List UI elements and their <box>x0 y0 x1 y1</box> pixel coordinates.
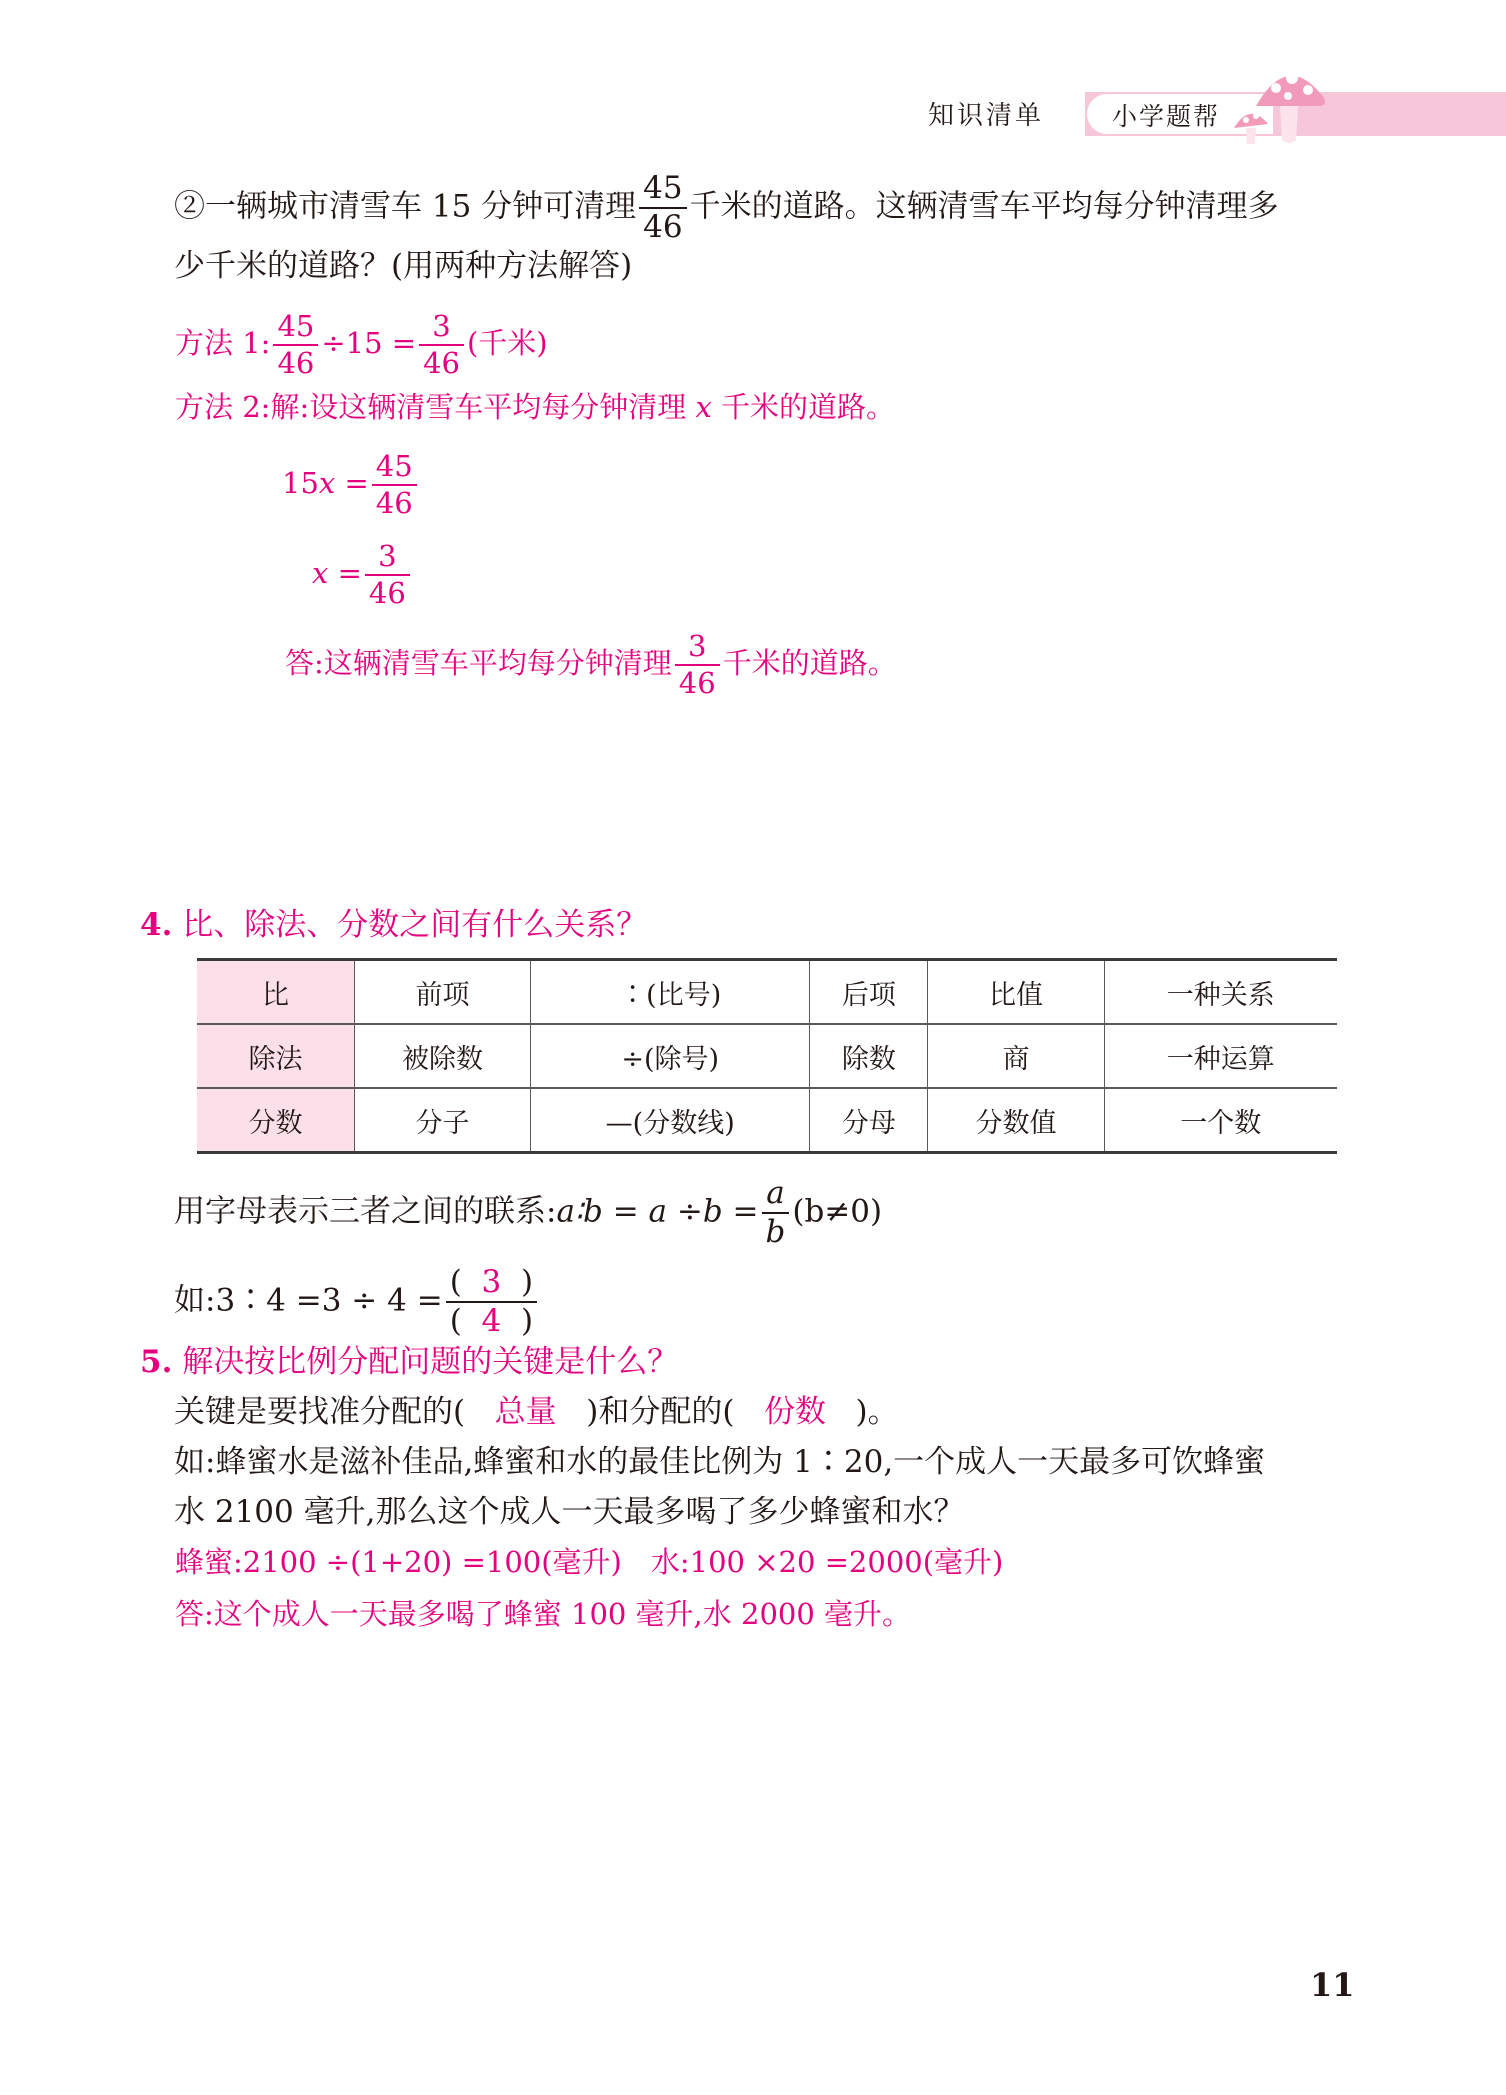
fraction-numerator: a <box>762 1178 790 1214</box>
method-2-variable: x <box>695 390 712 424</box>
equation-equals: = <box>335 466 369 500</box>
fraction-numerator: 45 <box>372 452 417 486</box>
problem-line-2: 少千米的道路？(用两种方法解答) <box>174 248 633 284</box>
equation-1 <box>282 449 420 520</box>
key-fill-total: 总量 <box>494 1394 557 1430</box>
table-cell: 前项 <box>355 960 531 1025</box>
paren-open: ( <box>449 1264 462 1300</box>
example-denominator <box>446 1303 537 1337</box>
table-cell: ÷(除号) <box>531 1024 810 1088</box>
formula-line <box>174 1175 883 1250</box>
key-line <box>174 1390 899 1434</box>
method-1-operator: ÷15 = <box>321 326 417 360</box>
paren-open: ( <box>449 1303 462 1339</box>
method-2 <box>175 385 895 429</box>
table-cell: 分子 <box>355 1088 531 1153</box>
table-cell: 一个数 <box>1104 1088 1337 1153</box>
table-cell: 比 <box>197 960 355 1025</box>
formula-label: 用字母表示三者之间的联系: <box>174 1193 557 1230</box>
equation-equals: = <box>328 556 362 590</box>
example-text-line-2: 水 2100 毫升,那么这个成人一天最多喝了多少蜂蜜和水？ <box>174 1494 965 1530</box>
fraction-numerator: 3 <box>419 312 464 346</box>
answer-text-a: 答:这辆清雪车平均每分钟清理 <box>285 646 672 680</box>
example-label: 如:3∶4 =3 ÷ 4 = <box>174 1282 443 1319</box>
answer-fraction <box>675 629 720 700</box>
key-text-c: )。 <box>855 1394 899 1430</box>
problem-text-b: 千米的道路。这辆清雪车平均每分钟清理多 <box>689 188 1279 225</box>
fraction-denominator: 46 <box>368 576 406 610</box>
relation-table <box>197 958 1337 1154</box>
fraction-denominator: 46 <box>375 486 413 520</box>
fraction-numerator: 45 <box>273 312 318 346</box>
final-answer-line: 答:这个成人一天最多喝了蜂蜜 100 毫升,水 2000 毫升。 <box>175 1597 912 1631</box>
section-label: 知识清单 <box>928 101 1045 131</box>
example-line <box>174 1264 540 1339</box>
method-1-label: 方法 1: <box>175 326 271 360</box>
table-cell: 后项 <box>810 960 928 1025</box>
table-row <box>197 1088 1337 1153</box>
equation-variable: x <box>318 466 336 500</box>
formula-expression: a∶b = a ÷b = <box>556 1193 759 1230</box>
table-cell: ∶(比号) <box>531 960 810 1025</box>
formula-fraction <box>762 1175 790 1250</box>
method-1-unit: (千米) <box>466 326 548 360</box>
page-number: 11 <box>1310 1966 1355 2004</box>
answer-text-b: 千米的道路。 <box>722 646 897 680</box>
paren-close: ) <box>520 1264 534 1300</box>
example-fraction <box>446 1264 537 1339</box>
example-denominator-value: 4 <box>481 1303 502 1339</box>
table-row <box>197 960 1337 1025</box>
table-cell: 分数值 <box>928 1088 1104 1153</box>
formula-condition: (b≠0) <box>792 1193 883 1230</box>
fraction-denominator: 46 <box>643 209 683 245</box>
equation-1-fraction <box>372 449 417 520</box>
section-4-title: 比、除法、分数之间有什么关系？ <box>182 907 648 943</box>
fraction-numerator: 3 <box>675 632 720 666</box>
section-5-title: 解决按比例分配问题的关键是什么？ <box>182 1344 679 1380</box>
table-cell: 一种运算 <box>1104 1024 1337 1088</box>
problem-text-a: ②一辆城市清雪车 15 分钟可清理 <box>174 188 637 225</box>
fraction-numerator: 45 <box>639 173 686 209</box>
problem-fraction <box>639 170 686 245</box>
equation-2 <box>312 539 413 610</box>
equation-2-fraction <box>365 539 410 610</box>
fraction-numerator: 3 <box>365 542 410 576</box>
solution-line: 蜂蜜:2100 ÷(1+20) =100(毫升) 水:100 ×20 =2000(毫升) <box>175 1545 1004 1579</box>
table-cell: —(分数线) <box>531 1088 810 1153</box>
answer-line <box>285 629 897 700</box>
mushroom-icon <box>1228 58 1348 148</box>
section-5-heading <box>140 1340 678 1384</box>
example-numerator <box>446 1264 537 1303</box>
table-cell: 分母 <box>810 1088 928 1153</box>
method-2-label: 方法 2:解:设这辆清雪车平均每分钟清理 <box>175 390 687 424</box>
key-text-a: 关键是要找准分配的( <box>174 1394 466 1430</box>
method-1 <box>175 309 548 380</box>
fraction-denominator: 46 <box>678 666 716 700</box>
method-1-fraction-a <box>273 309 318 380</box>
table-cell: 分数 <box>197 1088 355 1153</box>
method-1-fraction-b <box>419 309 464 380</box>
example-numerator-value: 3 <box>481 1264 502 1300</box>
section-4-number: 4. <box>140 907 173 943</box>
table-cell: 被除数 <box>355 1024 531 1088</box>
table-cell: 一种关系 <box>1104 960 1337 1025</box>
problem-line-1 <box>174 170 1279 245</box>
fraction-denominator: b <box>765 1214 786 1250</box>
fraction-denominator: 46 <box>277 346 315 380</box>
key-fill-parts: 份数 <box>763 1394 826 1430</box>
section-4-heading <box>140 903 647 947</box>
equation-coefficient: 15 <box>282 466 319 500</box>
equation-variable: x <box>312 556 329 590</box>
table-cell: 除法 <box>197 1024 355 1088</box>
brand-label: 小学题帮 <box>1112 102 1221 131</box>
key-text-b: )和分配的( <box>586 1394 735 1430</box>
paren-close: ) <box>520 1303 534 1339</box>
example-text-line-1: 如:蜂蜜水是滋补佳品,蜂蜜和水的最佳比例为 1∶20,一个成人一天最多可饮蜂蜜 <box>174 1444 1266 1480</box>
method-2-tail: 千米的道路。 <box>721 390 896 424</box>
section-5-number: 5. <box>140 1344 173 1380</box>
fraction-denominator: 46 <box>423 346 460 380</box>
table-cell: 除数 <box>810 1024 928 1088</box>
table-cell: 比值 <box>928 960 1104 1025</box>
table-cell: 商 <box>928 1024 1104 1088</box>
table-row <box>197 1024 1337 1088</box>
